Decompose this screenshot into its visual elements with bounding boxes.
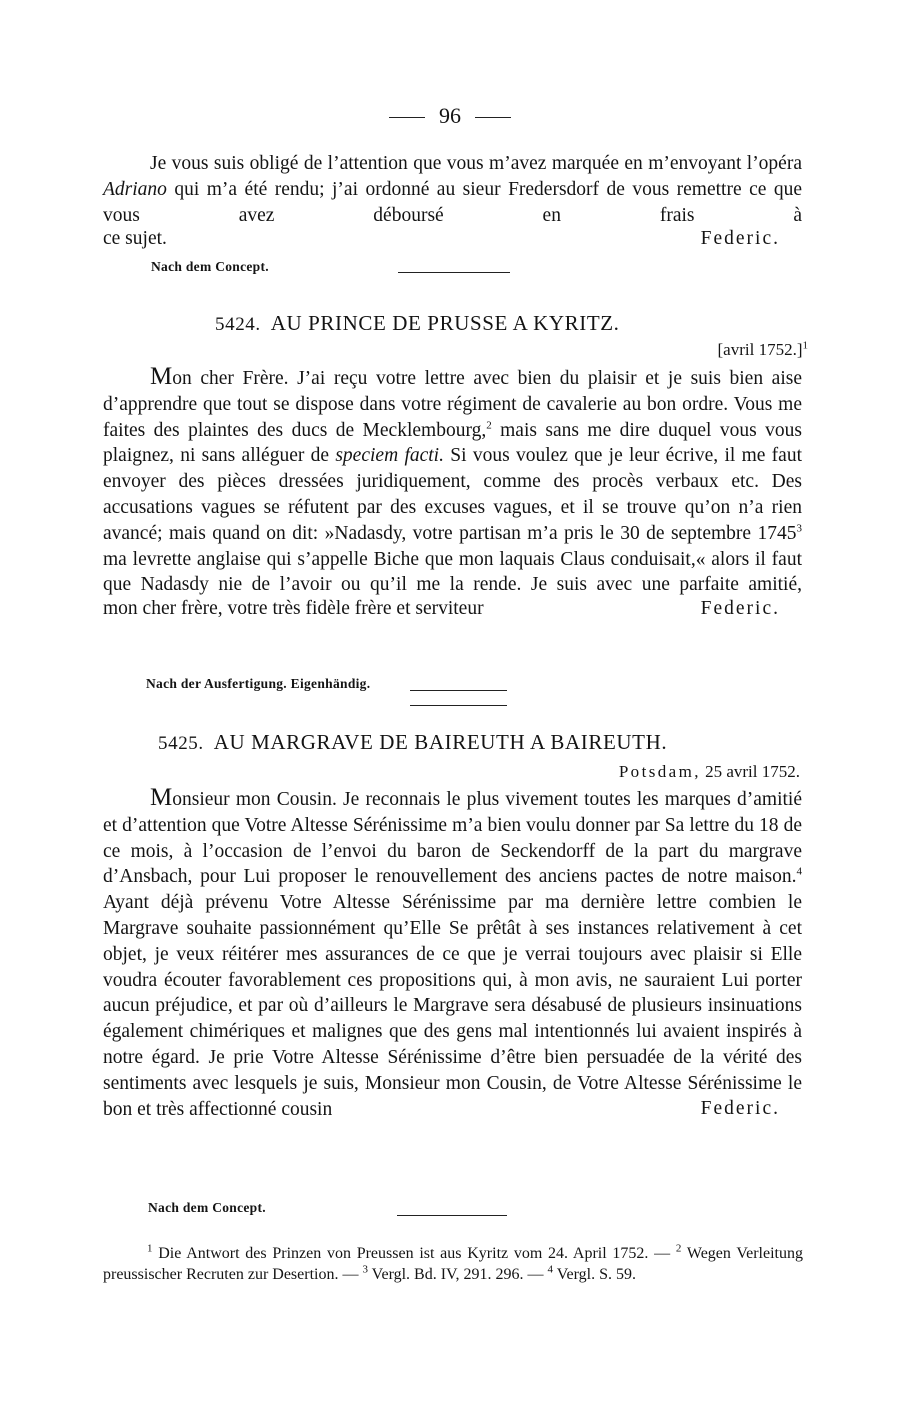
letter-prev-paragraph: Je vous suis obligé de l’attention que vous m’avez marquée en m’envoyant l’opéra Adriano qui m’a été rendu; j’ai ordonné au sieur Fredersdorf de vous remettre ce que vous avez déboursé en frais à [103, 153, 802, 226]
footnote-3-marker: 3 [362, 1263, 368, 1276]
footnote-4: Vergl. S. 59. [553, 1266, 637, 1283]
letter-prev-source: Nach dem Concept. [151, 259, 269, 274]
letter-5424-body [103, 364, 802, 620]
letter-5425-title: AU MARGRAVE DE BAIREUTH A BAIREUTH. [213, 730, 668, 754]
footnote-4-marker: 4 [547, 1263, 554, 1276]
letter-prev-closing [103, 228, 802, 250]
page-number-dash-right [475, 117, 511, 118]
letter-5425-source: Nach dem Concept. [148, 1200, 266, 1215]
letter-5424-number: 5424. [215, 314, 261, 335]
letter-5425-heading [158, 730, 667, 755]
letter-5425-place: Potsdam, [618, 762, 701, 781]
footnote-1-marker: 1 [147, 1242, 153, 1255]
letter-5424-source: Nach der Ausfertigung. Eigenhändig. [146, 676, 371, 691]
letter-5425-signature: Federic. [700, 1098, 780, 1120]
footnote-2: Wegen Verleitung preussischer Recruten zur Desertion. — [103, 1245, 803, 1283]
letter-5424-heading [215, 311, 620, 336]
letter-5425-rule [397, 1215, 507, 1216]
letter-5425-paragraph: Monsieur mon Cousin. Je reconnais le plus vivement toutes les marques d’amitié et d’attention que Votre Altesse Sérénissime m’a bien voulu donner par Sa lettre du 18 de ce mois, à l’occasion de l’envoi du baron de Seckendorff de la part du margrave d’Ansbach, pour Lui proposer le renouvellement des anciens pactes de notre maison.$^4$ Ayant déjà prévenu Votre Altesse Sérénissime par ma dernière lettre combien le Margrave souhaite passionnément qu’Elle Se prêtât à ses instances relativement à cet objet, je veux réitérer mes assurances de ce que je verrai toujours avec plaisir si Elle voudra écouter favorablement ces propositions qui, à mon avis, ne sauraient Lui porter aucun préjudice, et par où d’ailleurs le Margrave sera désabusé de plusieurs insinuations également chimériques et malignes que des gens mal intentionnés lui avaient inspirés à notre égard. Je prie Votre Altesse Sérénissime d’être bien persuadée de la vérité des sentiments avec lesquels je suis, Monsieur mon Cousin, de Votre Altesse Sérénissime le bon et très affectionné cousin [103, 784, 802, 1120]
letter-5424-last-line: mon cher frère, votre très fidèle frère et serviteur [103, 598, 484, 620]
letter-5424-rule-2 [410, 705, 507, 706]
footnote-ref-3: 3 [796, 522, 802, 535]
letter-5425-date: 25 avril 1752. [705, 762, 800, 781]
letter-5424-title: AU PRINCE DE PRUSSE A KYRITZ. [270, 311, 620, 335]
page-number-dash-left [389, 117, 425, 118]
footnote-ref-4: 4 [796, 865, 802, 878]
page-number [0, 103, 900, 129]
footnote-3: Vergl. Bd. IV, 291. 296. — [367, 1266, 548, 1283]
letter-5424-signature: Federic. [700, 598, 780, 620]
footnote-1: Die Antwort des Prinzen von Preussen ist aus Kyritz vom 24. April 1752. — [152, 1245, 676, 1262]
letter-prev-last-line: ce sujet. [103, 228, 167, 250]
letter-5424-dateline [718, 340, 808, 360]
letter-5425-number: 5425. [158, 733, 204, 754]
letter-5424-rule-1 [410, 690, 507, 691]
letter-5424-closing [103, 598, 802, 620]
letter-prev-rule [398, 272, 510, 273]
footnote-ref-2: 2 [486, 419, 492, 432]
letter-5424-paragraph: Mon cher Frère. J’ai reçu votre lettre avec bien du plaisir et je suis bien aise d’apprendre que tout se dispose dans votre régiment de cavalerie au bon ordre. Vous me faites des plaintes des ducs de Mecklembourg,$^2$ mais sans me dire duquel vous vous plaignez, ni sans alléguer de speciem facti. Si vous voulez que je leur écrive, il me faut envoyer des pièces dressées juridiquement, comme des procès verbaux etc. Des accusations vagues se réfutent par des excuses vagues, et il se trouve qu’on n’a rien avancé; mais quand on dit: »Nadasdy, votre partisan m’a pris le 30 de septembre 1745$^3$ ma levrette anglaise qui s’appelle Biche que mon laquais Claus conduisait,« alors il faut que Nadasdy nie de l’avoir ou qu’il me la rende. Je suis avec une parfaite amitié, [103, 363, 803, 596]
letter-5424-date-note: 1 [802, 339, 808, 352]
footnote-2-marker: 2 [675, 1242, 682, 1255]
letter-prev-body [103, 151, 802, 250]
letter-5425-dateline [619, 762, 800, 782]
letter-5424-italic: speciem facti. [335, 445, 444, 467]
footnotes [103, 1243, 803, 1285]
letter-prev-signature: Federic. [700, 228, 780, 250]
letter-5424-date: [avril 1752.] [717, 340, 803, 359]
letter-5425-body [103, 785, 802, 1120]
page-number-value: 96 [439, 103, 461, 128]
